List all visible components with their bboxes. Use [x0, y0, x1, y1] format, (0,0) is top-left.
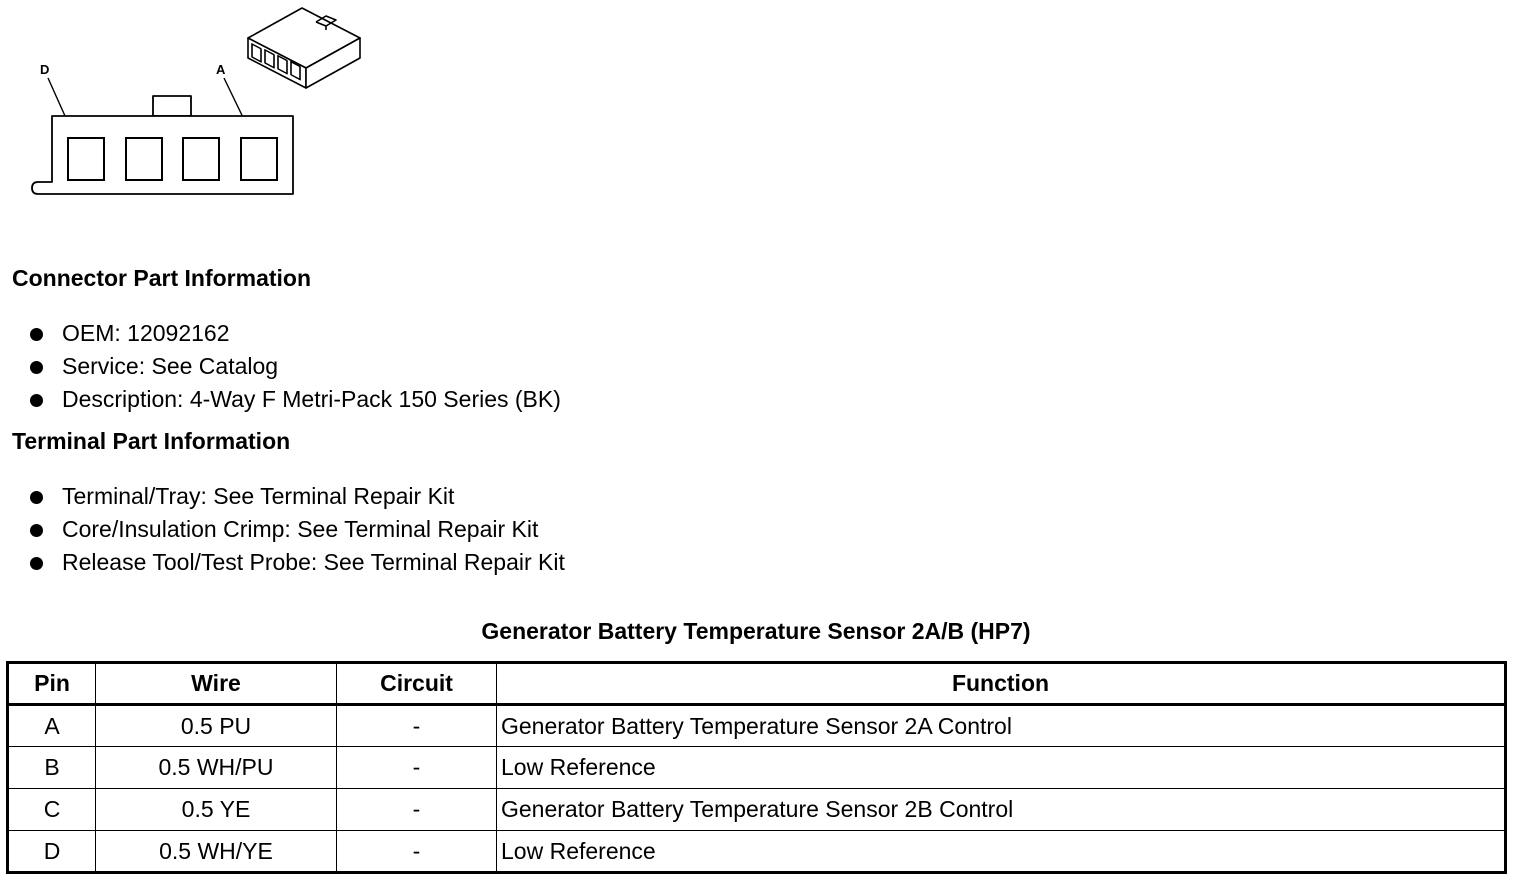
cell-circuit: -: [337, 747, 497, 789]
pin-cavity-a: [241, 138, 277, 180]
pin-cavity-d: [68, 138, 104, 180]
list-item-text: OEM: 12092162: [62, 320, 230, 346]
bullet-dot-icon: [30, 328, 43, 341]
table-row: [8, 831, 1506, 873]
list-item-text: Terminal/Tray: See Terminal Repair Kit: [62, 483, 455, 509]
cell-circuit: -: [337, 705, 497, 747]
pin-cavity-c: [126, 138, 162, 180]
connector-isometric-illustration: [248, 8, 360, 88]
bullet-dot-icon: [30, 557, 43, 570]
column-header-wire: Wire: [96, 663, 337, 705]
bullet-dot-icon: [30, 491, 43, 504]
table-title: Generator Battery Temperature Sensor 2A/B (HP7): [481, 618, 1031, 644]
cell-circuit: -: [337, 831, 497, 873]
column-header-function: Function: [497, 663, 1506, 705]
table-row: [8, 789, 1506, 831]
cell-wire: 0.5 PU: [96, 705, 337, 747]
cell-function: Generator Battery Temperature Sensor 2B Control: [497, 789, 1506, 831]
column-header-pin: Pin: [8, 663, 96, 705]
connector-diagram: [0, 0, 380, 210]
pin-label-a: A: [216, 62, 226, 77]
pinout-table: [6, 661, 1507, 874]
cell-pin: B: [8, 747, 96, 789]
pin-label-d: D: [40, 62, 50, 77]
cell-function: Low Reference: [497, 831, 1506, 873]
terminal-part-info-heading: Terminal Part Information: [12, 428, 291, 454]
cell-pin: C: [8, 789, 96, 831]
cell-wire: 0.5 WH/PU: [96, 747, 337, 789]
column-header-circuit: Circuit: [337, 663, 497, 705]
table-row: [8, 747, 1506, 789]
bullet-dot-icon: [30, 361, 43, 374]
cell-wire: 0.5 YE: [96, 789, 337, 831]
bullet-dot-icon: [30, 524, 43, 537]
list-item-text: Service: See Catalog: [62, 353, 279, 379]
connector-part-info-heading: Connector Part Information: [12, 265, 312, 291]
cell-function: Generator Battery Temperature Sensor 2A Control: [497, 705, 1506, 747]
cell-pin: D: [8, 831, 96, 873]
list-item-text: Description: 4-Way F Metri-Pack 150 Series (BK): [62, 386, 561, 412]
table-header-row: [8, 663, 1506, 705]
cell-circuit: -: [337, 789, 497, 831]
cell-pin: A: [8, 705, 96, 747]
list-item-text: Core/Insulation Crimp: See Terminal Repair Kit: [62, 516, 539, 542]
cell-function: Low Reference: [497, 747, 1506, 789]
list-item-text: Release Tool/Test Probe: See Terminal Repair Kit: [62, 549, 565, 575]
table-row: [8, 705, 1506, 747]
cell-wire: 0.5 WH/YE: [96, 831, 337, 873]
bullet-dot-icon: [30, 394, 43, 407]
pin-cavity-b: [183, 138, 219, 180]
